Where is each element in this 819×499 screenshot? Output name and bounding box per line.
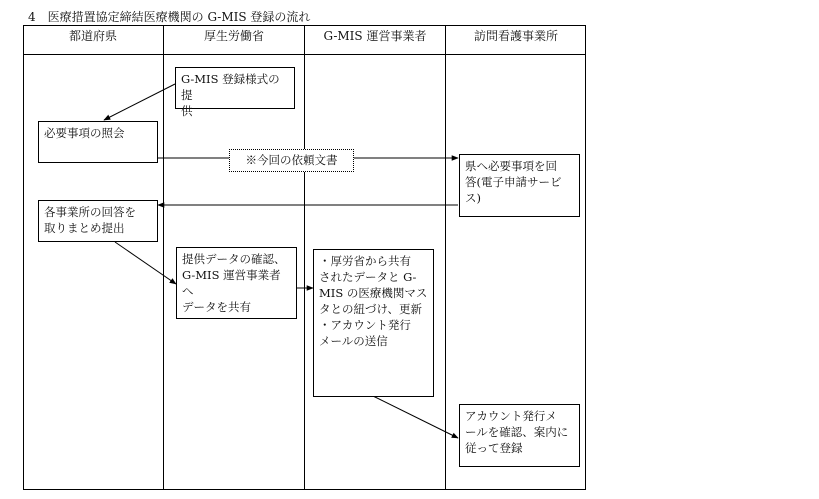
column-header-mhlw: 厚生労働省 — [203, 29, 264, 43]
page-title: 4 医療措置協定締結医療機関の G-MIS 登録の流れ — [28, 10, 311, 24]
column-header-prefecture: 都道府県 — [68, 29, 117, 43]
column-header-gmis-operator: G-MIS 運営事業者 — [323, 29, 427, 43]
box-inquire-required-items: 必要事項の照会 — [38, 121, 158, 163]
column-header-visiting-nursing: 訪問看護事業所 — [473, 29, 558, 43]
box-provide-registration-form: G-MIS 登録様式の提 供 — [175, 67, 295, 109]
box-collect-and-submit: 各事業所の回答を 取りまとめ提出 — [38, 200, 158, 242]
box-confirm-and-share-data: 提供データの確認、 G-MIS 運営事業者へ データを共有 — [176, 247, 297, 319]
arrow-collect-to-check — [115, 242, 176, 284]
box-reply-to-prefecture: 県へ必要事項を回 答(電子申請サービ ス) — [459, 154, 580, 217]
box-link-master-and-send-account: ・厚労省から共有 されたデータと G- MIS の医療機関マス タとの紐づけ、更新 ・アカウント発行 メールの送信 — [313, 249, 434, 397]
box-request-document-note: ※今回の依頼文書 — [229, 149, 354, 172]
arrow-form-to-inquiry — [104, 84, 175, 120]
box-confirm-mail-and-register: アカウント発行メ ールを確認、案内に 従って登録 — [459, 404, 580, 467]
arrow-gmis-to-register — [373, 396, 458, 438]
